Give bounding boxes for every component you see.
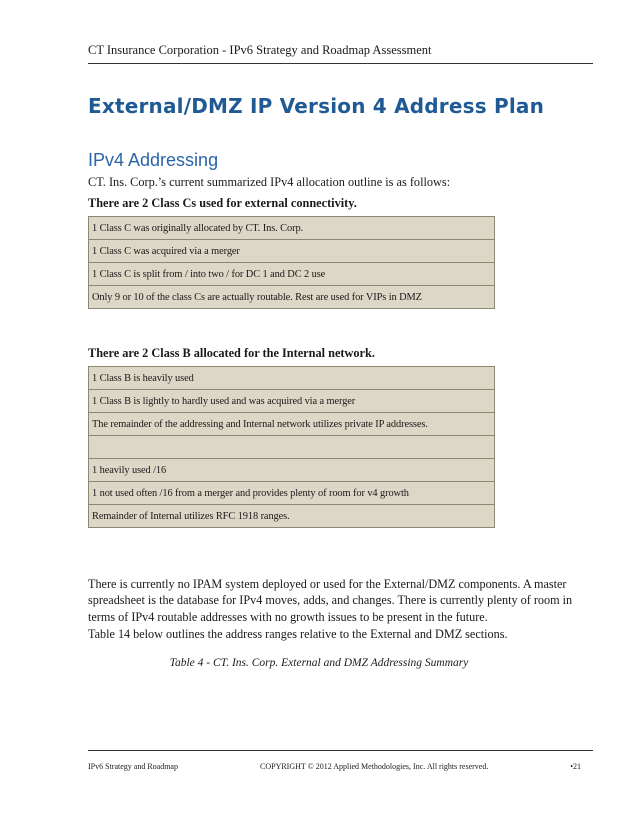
table-cell bbox=[89, 436, 495, 459]
body-paragraph: Table 14 below outlines the address ranges relative to the External and DMZ sections. bbox=[88, 627, 508, 641]
table-row bbox=[89, 217, 495, 240]
table-row bbox=[89, 482, 495, 505]
table-row bbox=[89, 263, 495, 286]
header-divider bbox=[88, 63, 593, 64]
table-row bbox=[89, 286, 495, 309]
footer-copyright: COPYRIGHT © 2012 Applied Methodologies, Inc. All rights reserved. bbox=[260, 762, 489, 771]
table-cell: Only 9 or 10 of the class Cs are actually routable. Rest are used for VIPs in DMZ bbox=[89, 286, 495, 309]
class-c-table bbox=[88, 216, 495, 309]
table-row bbox=[89, 413, 495, 436]
table-cell: 1 Class B is heavily used bbox=[89, 367, 495, 390]
section-heading: External/DMZ IP Version 4 Address Plan bbox=[88, 94, 545, 118]
intro-text: CT. Ins. Corp.’s current summarized IPv4 allocation outline is as follows: bbox=[88, 175, 451, 189]
table-row bbox=[89, 436, 495, 459]
table-cell: Remainder of Internal utilizes RFC 1918 ranges. bbox=[89, 505, 495, 528]
footer-left: IPv6 Strategy and Roadmap bbox=[88, 762, 178, 771]
table-cell: 1 Class B is lightly to hardly used and was acquired via a merger bbox=[89, 390, 495, 413]
class-c-heading: There are 2 Class Cs used for external connectivity. bbox=[88, 196, 357, 210]
table-row bbox=[89, 367, 495, 390]
class-b-heading: There are 2 Class B allocated for the Internal network. bbox=[88, 346, 375, 360]
table-cell: 1 not used often /16 from a merger and provides plenty of room for v4 growth bbox=[89, 482, 495, 505]
table-cell: 1 Class C was acquired via a merger bbox=[89, 240, 495, 263]
table-row bbox=[89, 505, 495, 528]
table-row bbox=[89, 459, 495, 482]
table-row bbox=[89, 390, 495, 413]
table-cell: 1 Class C is split from / into two / for DC 1 and DC 2 use bbox=[89, 263, 495, 286]
table-cell: 1 Class C was originally allocated by CT. Ins. Corp. bbox=[89, 217, 495, 240]
page-number: •21 bbox=[570, 762, 581, 771]
table-caption: Table 4 - CT. Ins. Corp. External and DMZ Addressing Summary bbox=[169, 657, 469, 669]
subsection-heading: IPv4 Addressing bbox=[88, 150, 219, 170]
running-header: CT Insurance Corporation - IPv6 Strategy and Roadmap Assessment bbox=[88, 43, 432, 57]
body-paragraph: There is currently no IPAM system deployed or used for the External/DMZ components. A master spreadsheet is the database for IPv4 moves, adds, and changes. There is currently plenty of room in terms of IPv4 routable addresses with no growth issues to be present in the future. bbox=[88, 577, 573, 624]
table-cell: 1 heavily used /16 bbox=[89, 459, 495, 482]
class-b-table bbox=[88, 366, 495, 528]
table-row bbox=[89, 240, 495, 263]
table-cell: The remainder of the addressing and Internal network utilizes private IP addresses. bbox=[89, 413, 495, 436]
footer-divider bbox=[88, 750, 593, 751]
